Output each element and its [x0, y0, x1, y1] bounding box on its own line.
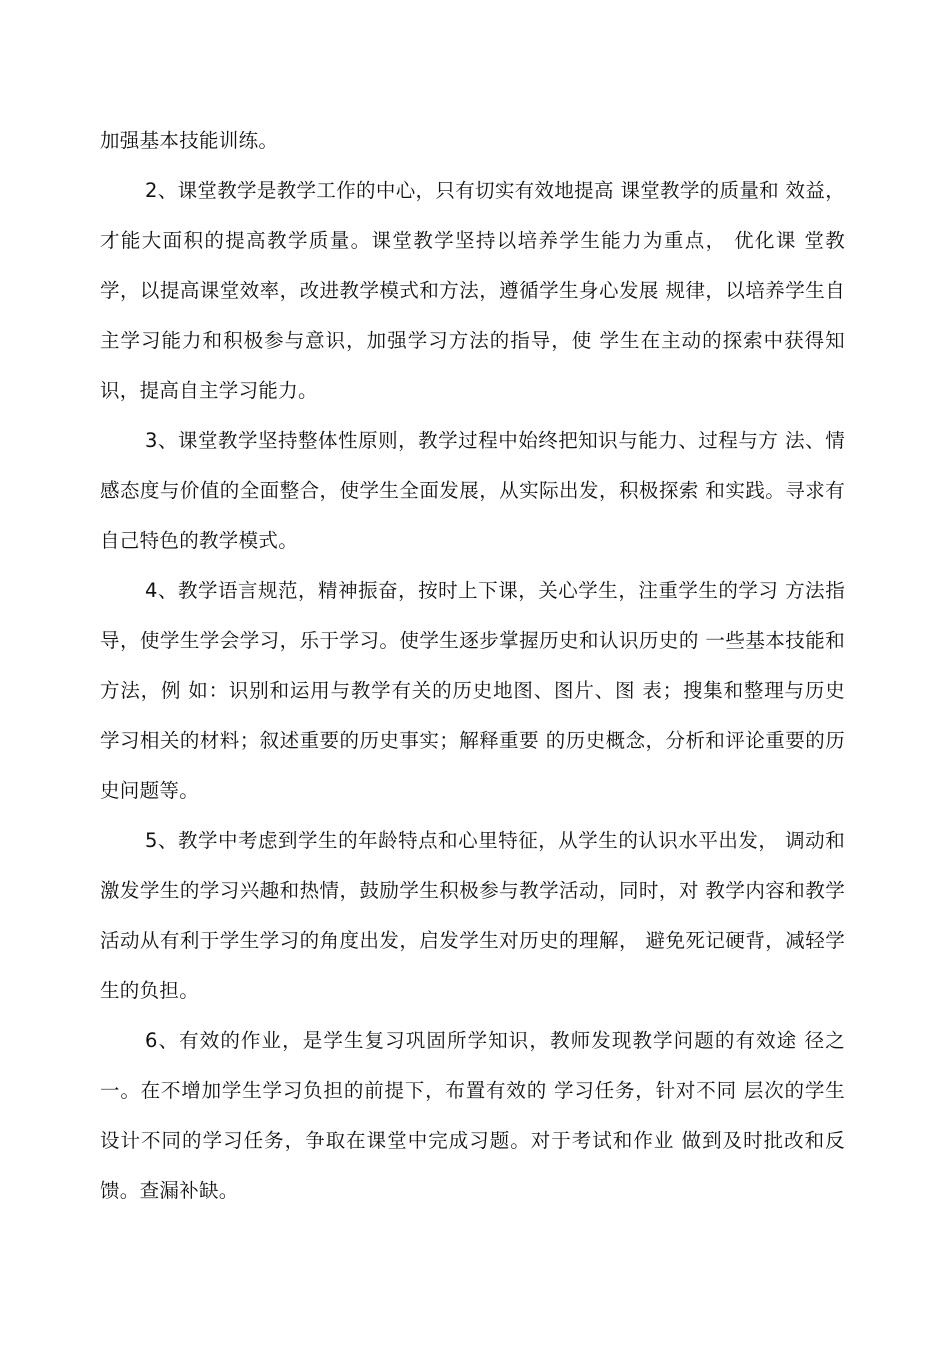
paragraph-item-2: 2、课堂教学是教学工作的中心，只有切实有效地提高 课堂教学的质量和 效益，才能大面积的提高教学质量。课堂教学坚持以培养学生能力为重点， 优化课 堂教学，以提高课堂效率，改进教学模式和方法，遵循学生身心发展 规律，以培养学生自主学习能力和积极参与意识，加强学习方法的指导，使 学生在主动的探索中获得知识，提高自主学习能力。	[100, 179, 845, 402]
document-body	[100, 116, 845, 1216]
paragraph-continuation: 加强基本技能训练。	[100, 129, 279, 152]
paragraph-item-3: 3、课堂教学坚持整体性原则，教学过程中始终把知识与能力、过程与方 法、情感态度与价值的全面整合，使学生全面发展，从实际出发，积极探索 和实践。寻求有自己特色的教学模式。	[100, 429, 845, 552]
paragraph-item-4: 4、教学语言规范，精神振奋，按时上下课，关心学生，注重学生的学习 方法指导，使学生学会学习，乐于学习。使学生逐步掌握历史和认识历史的 一些基本技能和方法，例 如：识别和运用与教学有关的历史地图、图片、图 表；搜集和整理与历史学习相关的材料；叙述重要的历史事实；解释重要 的历史概念，分析和评论重要的历史问题等。	[100, 579, 845, 802]
paragraph-item-6: 6、有效的作业，是学生复习巩固所学知识，教师发现教学问题的有效途 径之一。在不增加学生学习负担的前提下，布置有效的 学习任务，针对不同 层次的学生设计不同的学习任务，争取在课堂中完成习题。对于考试和作业 做到及时批改和反馈。查漏补缺。	[100, 1029, 845, 1202]
paragraph-item-5: 5、教学中考虑到学生的年龄特点和心里特征，从学生的认识水平出发， 调动和激发学生的学习兴趣和热情，鼓励学生积极参与教学活动，同时，对 教学内容和教学活动从有利于学生学习的角度出发，启发学生对历史的理解， 避免死记硬背，减轻学生的负担。	[100, 829, 845, 1002]
